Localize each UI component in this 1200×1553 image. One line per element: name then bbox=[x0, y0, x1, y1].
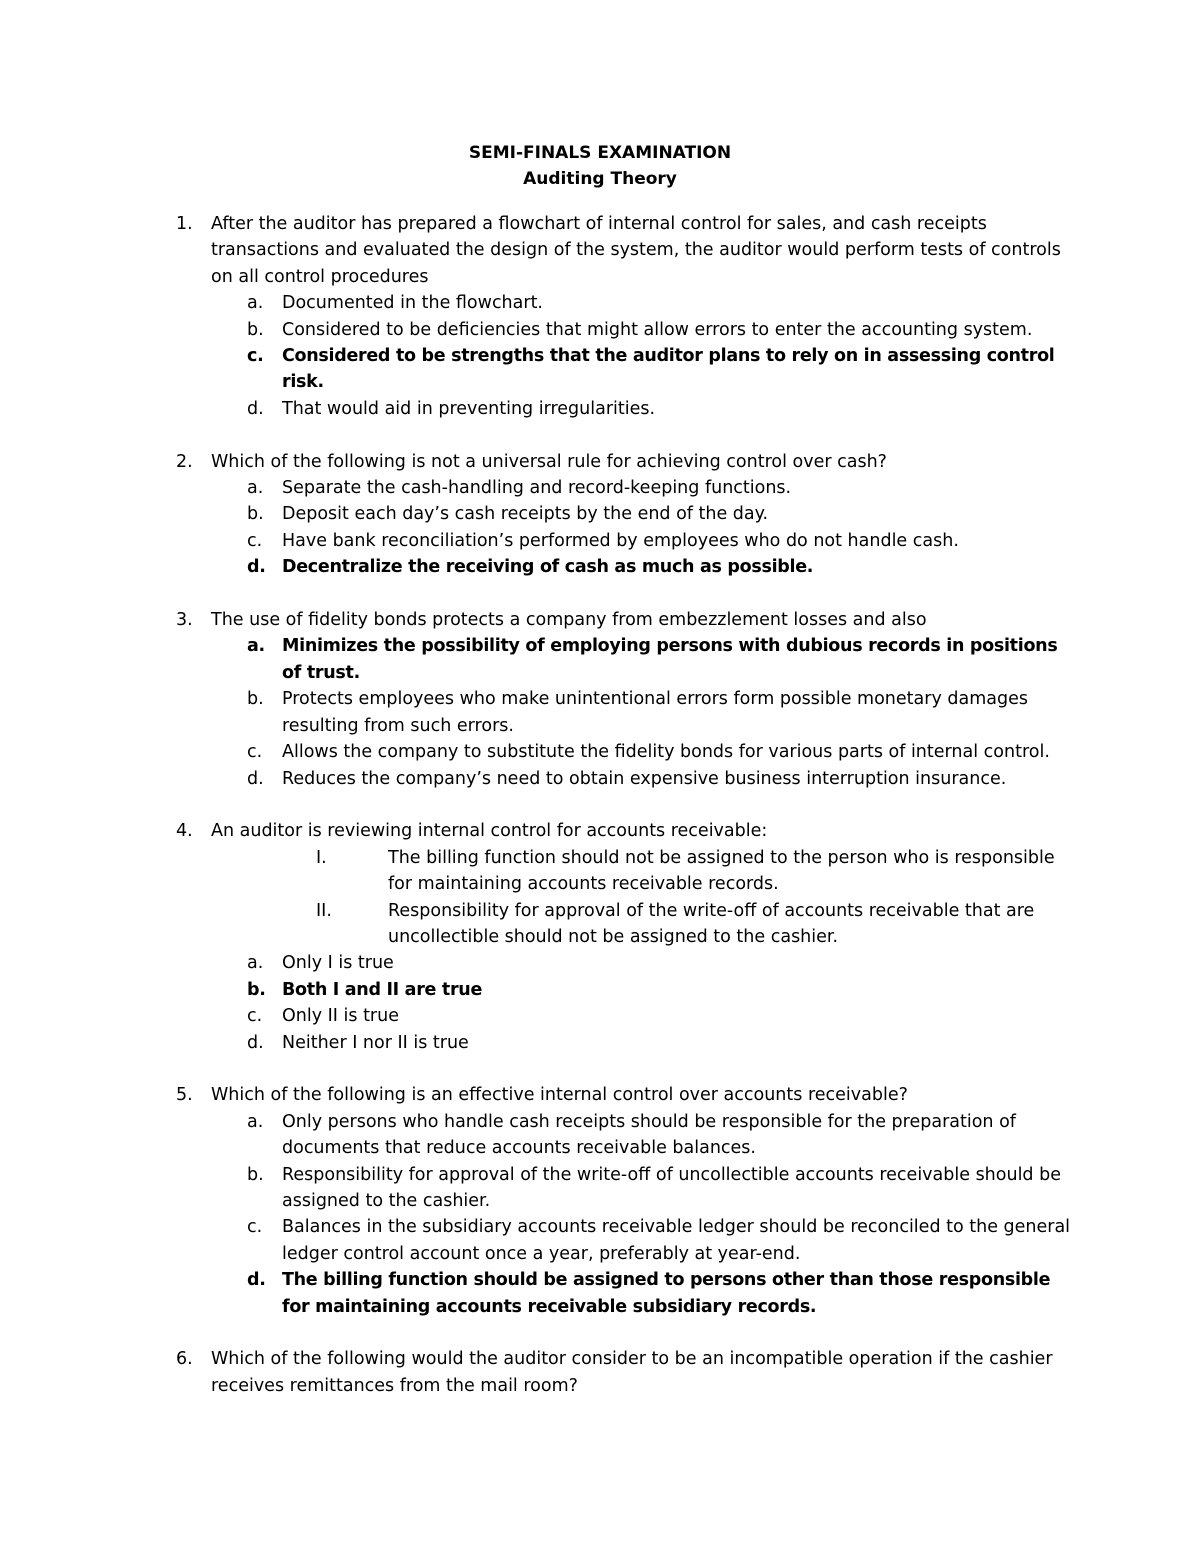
option-c bbox=[247, 528, 1072, 554]
option-text: Only I is true bbox=[282, 953, 394, 974]
option-letter: a. bbox=[247, 293, 264, 314]
option-letter: d. bbox=[247, 1270, 266, 1291]
option-b bbox=[247, 317, 1072, 343]
option-b-answer bbox=[247, 977, 1072, 1003]
option-letter: b. bbox=[247, 1164, 264, 1185]
option-d bbox=[247, 1030, 1072, 1056]
option-text: Minimizes the possibility of employing persons with dubious records in positions of trust. bbox=[282, 636, 1058, 683]
option-letter: d. bbox=[247, 1032, 264, 1053]
question-number: 2. bbox=[176, 451, 193, 472]
question-list bbox=[0, 211, 1200, 1426]
option-letter: b. bbox=[247, 319, 264, 340]
option-b bbox=[247, 1162, 1072, 1215]
option-d bbox=[247, 766, 1072, 792]
option-text: Have bank reconciliation’s performed by employees who do not handle cash. bbox=[282, 530, 959, 551]
question-5 bbox=[0, 1082, 1200, 1320]
question-text: The use of fidelity bonds protects a company from embezzlement losses and also bbox=[211, 610, 927, 631]
question-number: 3. bbox=[176, 610, 193, 631]
option-letter: d. bbox=[247, 398, 264, 419]
option-text: Allows the company to substitute the fidelity bonds for various parts of internal control. bbox=[282, 742, 1050, 763]
option-text: Considered to be deficiencies that might allow errors to enter the accounting system. bbox=[282, 319, 1033, 340]
option-text: Reduces the company’s need to obtain expensive business interruption insurance. bbox=[282, 768, 1007, 789]
question-text: Which of the following is not a universal rule for achieving control over cash? bbox=[211, 451, 887, 472]
question-number: 6. bbox=[176, 1349, 193, 1370]
option-c bbox=[247, 739, 1072, 765]
option-letter: c. bbox=[247, 346, 264, 367]
option-d bbox=[247, 396, 1072, 422]
option-letter: b. bbox=[247, 504, 264, 525]
question-text: After the auditor has prepared a flowchart of internal control for sales, and cash receipts transactions and evaluated the design of the system, the auditor would perform tests of controls on all control procedures bbox=[211, 214, 1061, 287]
option-d-answer bbox=[247, 554, 1072, 580]
option-letter: c. bbox=[247, 1217, 263, 1238]
question-text: Which of the following is an effective internal control over accounts receivable? bbox=[211, 1085, 908, 1106]
option-text: Neither I nor II is true bbox=[282, 1032, 469, 1053]
question-3 bbox=[0, 607, 1200, 792]
option-letter: d. bbox=[247, 557, 266, 578]
option-b bbox=[247, 686, 1072, 739]
exam-subject: Auditing Theory bbox=[523, 169, 677, 189]
option-text: The billing function should be assigned to persons other than those responsible for maintaining accounts receivable subsidiary records. bbox=[282, 1270, 1051, 1317]
statement-text: The billing function should not be assigned to the person who is responsible for maintaining accounts receivable records. bbox=[388, 847, 1055, 895]
option-text: Separate the cash-handling and record-keeping functions. bbox=[282, 478, 792, 499]
question-1 bbox=[0, 211, 1200, 422]
question-2 bbox=[0, 449, 1200, 581]
option-a bbox=[247, 290, 1072, 316]
option-text: Protects employees who make unintentional errors form possible monetary damages resulting from such errors. bbox=[282, 689, 1028, 736]
statement-text: Responsibility for approval of the write-off of accounts receivable that are uncollectible should not be assigned to the cashier. bbox=[388, 900, 1035, 947]
statement-ii bbox=[316, 898, 1078, 951]
question-number: 5. bbox=[176, 1085, 193, 1106]
statement-numeral: II. bbox=[316, 900, 332, 921]
option-a-answer bbox=[247, 633, 1072, 686]
exam-header bbox=[0, 140, 1200, 192]
option-c bbox=[247, 1214, 1072, 1267]
option-text: Documented in the flowchart. bbox=[282, 293, 543, 314]
option-a bbox=[247, 1109, 1072, 1162]
option-letter: d. bbox=[247, 768, 264, 789]
option-text: Deposit each day’s cash receipts by the end of the day. bbox=[282, 504, 769, 525]
option-letter: b. bbox=[247, 689, 264, 710]
option-text: Considered to be strengths that the auditor plans to rely on in assessing control risk. bbox=[282, 346, 1055, 393]
option-b bbox=[247, 501, 1072, 527]
option-text: Only II is true bbox=[282, 1006, 399, 1027]
question-text: An auditor is reviewing internal control for accounts receivable: bbox=[211, 821, 768, 842]
option-letter: c. bbox=[247, 1006, 263, 1027]
question-number: 1. bbox=[176, 214, 193, 234]
question-text: Which of the following would the auditor consider to be an incompatible operation if the cashier receives remittances from the mail room? bbox=[211, 1349, 1053, 1396]
option-c-answer bbox=[247, 343, 1072, 396]
question-4 bbox=[0, 818, 1200, 1056]
statement-numeral: I. bbox=[316, 847, 327, 868]
option-letter: b. bbox=[247, 979, 266, 1000]
option-c bbox=[247, 1003, 1072, 1029]
option-text: Responsibility for approval of the write-off of uncollectible accounts receivable should be assigned to the cashier. bbox=[282, 1164, 1061, 1211]
option-d-answer bbox=[247, 1267, 1072, 1320]
option-a bbox=[247, 475, 1072, 501]
option-letter: a. bbox=[247, 478, 264, 499]
option-text: That would aid in preventing irregularities. bbox=[282, 398, 656, 419]
statement-i bbox=[316, 845, 1078, 898]
question-number: 4. bbox=[176, 821, 193, 842]
option-letter: a. bbox=[247, 636, 265, 657]
option-text: Both I and II are true bbox=[282, 979, 483, 1000]
question-6 bbox=[0, 1346, 1200, 1399]
option-text: Only persons who handle cash receipts should be responsible for the preparation of documents that reduce accounts receivable balances. bbox=[282, 1111, 1016, 1159]
option-text: Decentralize the receiving of cash as much as possible. bbox=[282, 557, 814, 578]
option-a bbox=[247, 950, 1072, 976]
exam-title: SEMI-FINALS EXAMINATION bbox=[468, 143, 732, 163]
option-text: Balances in the subsidiary accounts receivable ledger should be reconciled to the general ledger control account once a year, preferably at year-end. bbox=[282, 1217, 1071, 1264]
option-letter: c. bbox=[247, 530, 263, 551]
option-letter: a. bbox=[247, 1111, 264, 1132]
option-letter: c. bbox=[247, 742, 263, 763]
option-letter: a. bbox=[247, 953, 264, 974]
